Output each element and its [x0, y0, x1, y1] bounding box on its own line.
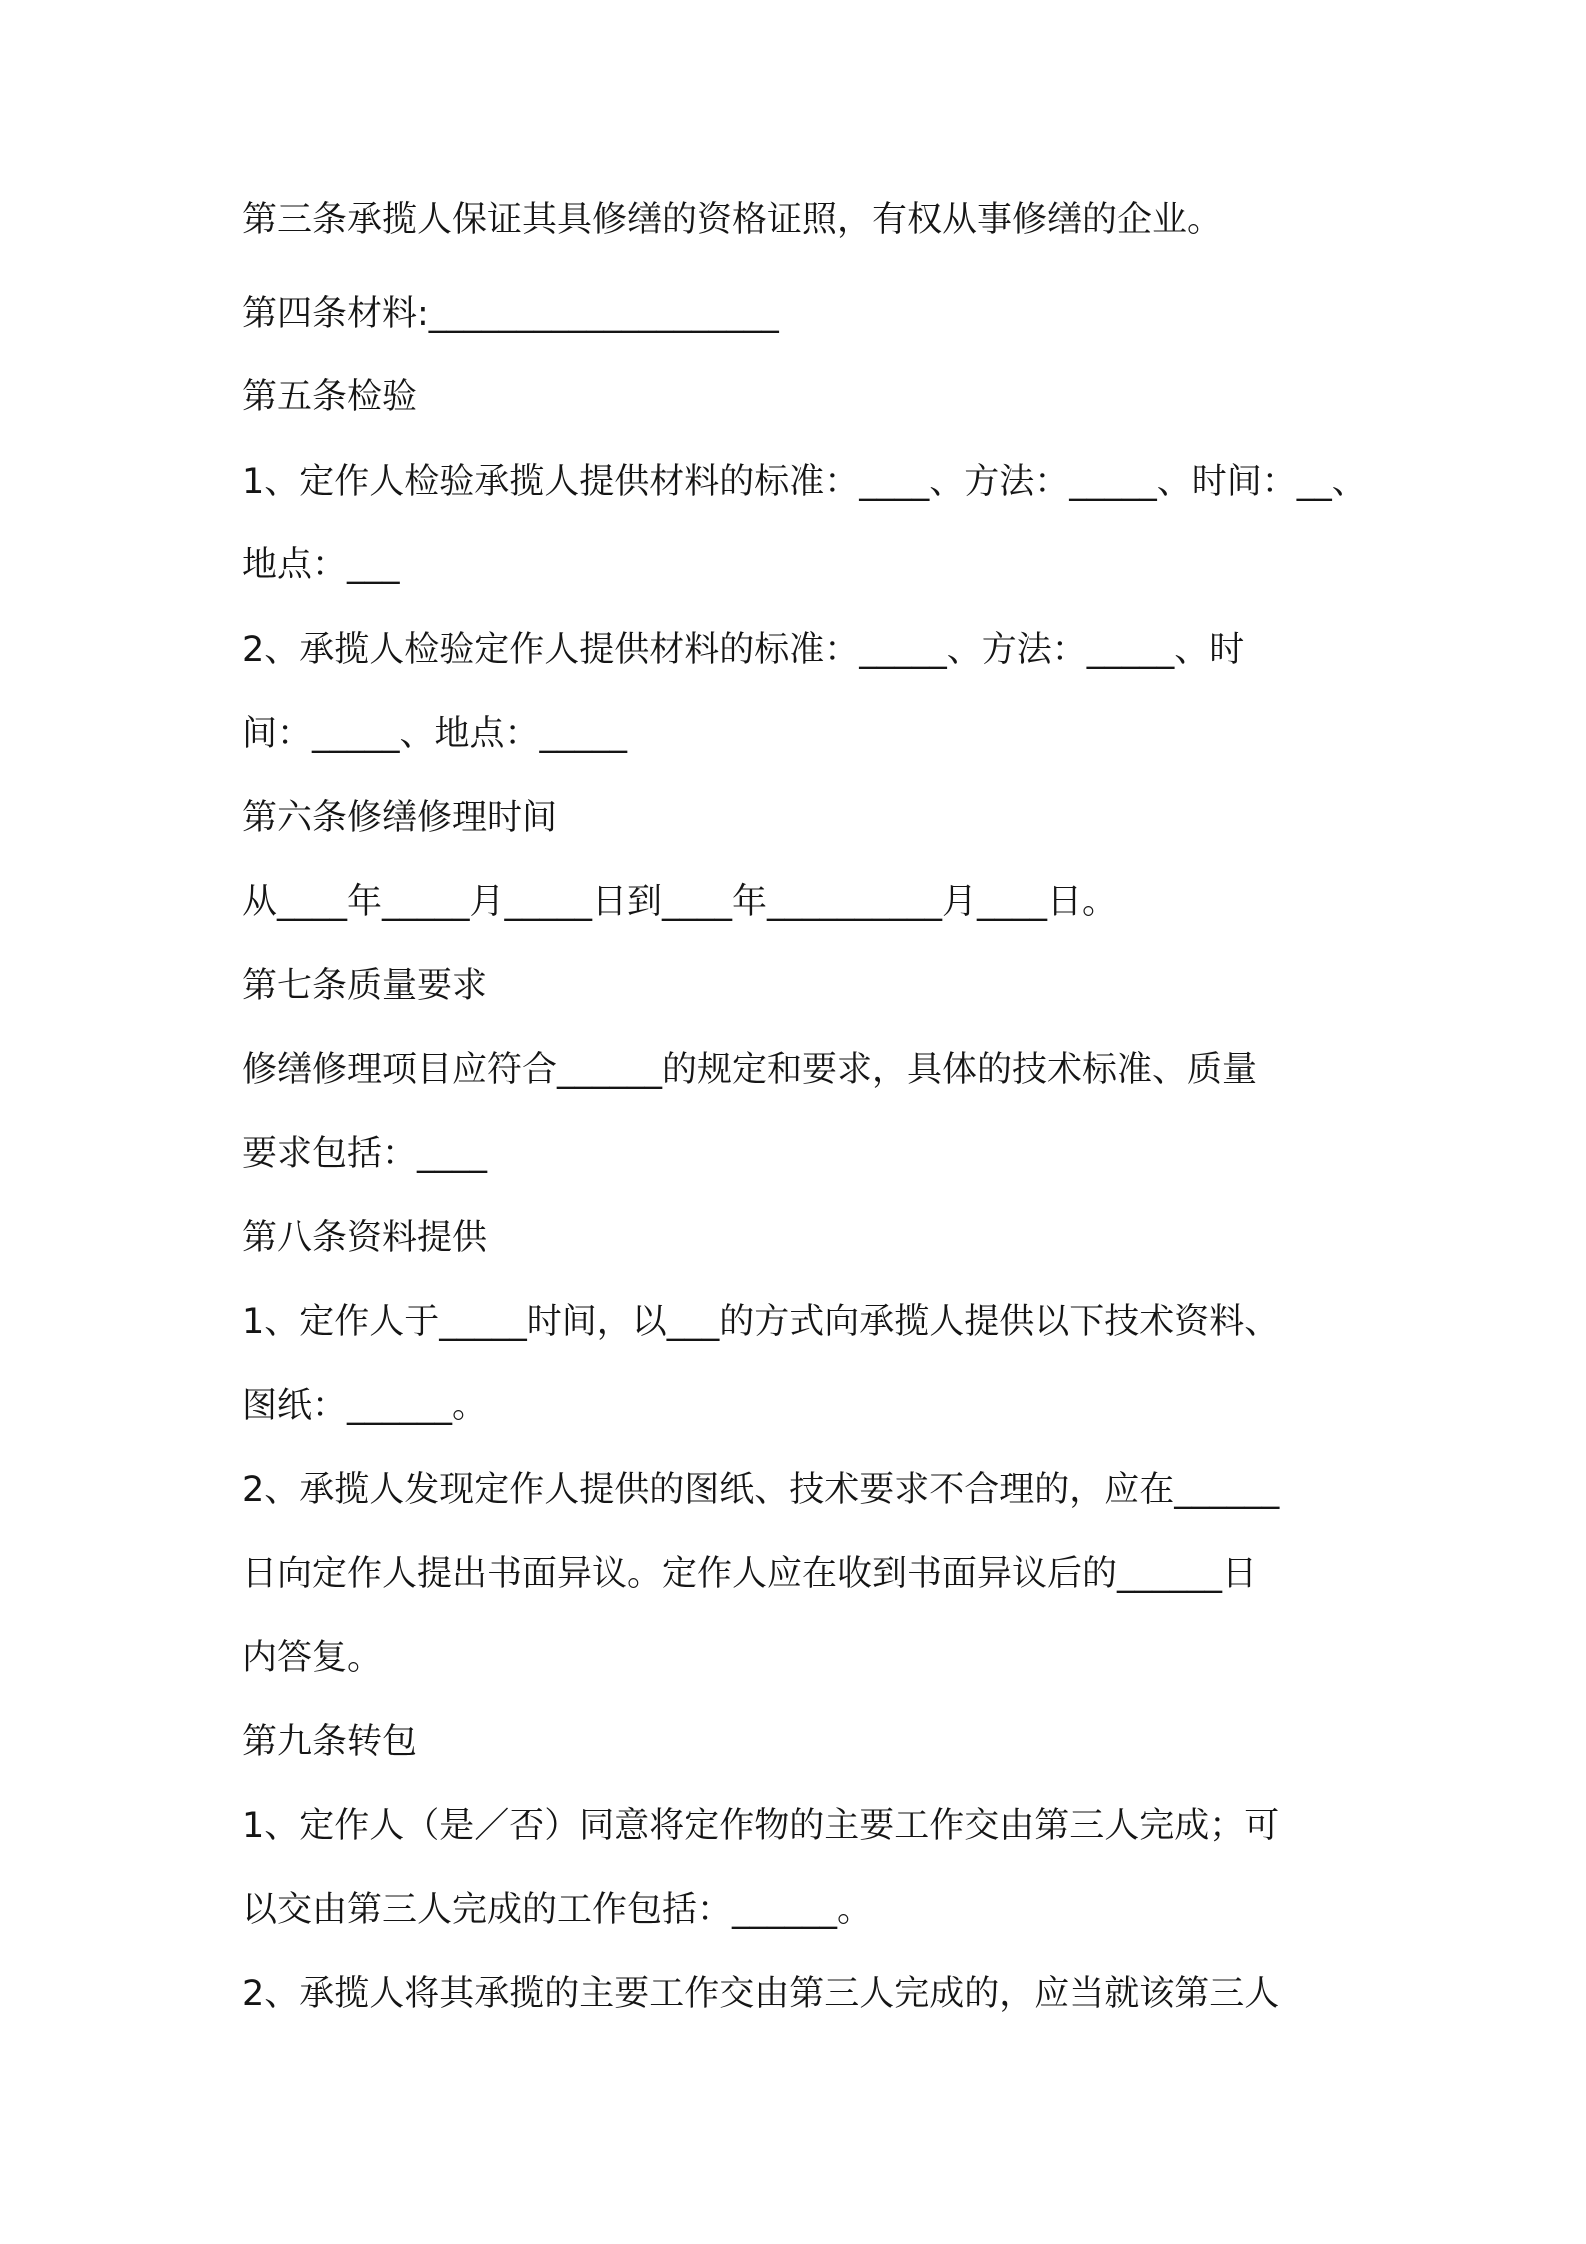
clause-8-item-2-line-2: 日向定作人提出书面异议。定作人应在收到书面异议后的______日 — [242, 1554, 1258, 1594]
clause-6-date-range: 从____年_____月_____日到____年__________月____日。 — [242, 882, 1118, 922]
clause-8-item-1-line-1: 1、定作人于_____时间，以___的方式向承揽人提供以下技术资料、 — [242, 1302, 1280, 1342]
clause-3-text: 第三条承揽人保证其具修缮的资格证照，有权从事修缮的企业。 — [242, 200, 1223, 240]
clause-9-heading: 第九条转包 — [242, 1722, 418, 1762]
clause-9-item-1-line-2: 以交由第三人完成的工作包括：______。 — [242, 1890, 873, 1930]
clause-8-item-2-line-1: 2、承揽人发现定作人提供的图纸、技术要求不合理的，应在______ — [242, 1470, 1280, 1510]
clause-5-item-2-line-2: 间：_____、地点：_____ — [242, 714, 628, 754]
clause-5-item-1-line-1: 1、定作人检验承揽人提供材料的标准：____、方法：_____、时间：__、 — [242, 462, 1367, 502]
clause-8-item-1-line-2: 图纸：______。 — [242, 1386, 488, 1426]
clause-5-item-2-line-1: 2、承揽人检验定作人提供材料的标准：_____、方法：_____、时 — [242, 630, 1245, 670]
clause-9-item-1-line-1: 1、定作人（是／否）同意将定作物的主要工作交由第三人完成；可 — [242, 1806, 1280, 1846]
clause-8-item-2-line-3: 内答复。 — [242, 1638, 383, 1678]
clause-7-text-line-1: 修缮修理项目应符合______的规定和要求，具体的技术标准、质量 — [242, 1050, 1258, 1090]
clause-5-item-1-line-2: 地点：___ — [242, 545, 400, 585]
clause-7-text-line-2: 要求包括：____ — [242, 1134, 488, 1174]
clause-6-heading: 第六条修缮修理时间 — [242, 798, 558, 838]
clause-4-heading: 第四条材料:____________________ — [242, 294, 779, 334]
clause-8-heading: 第八条资料提供 — [242, 1218, 488, 1258]
clause-9-item-2-line-1: 2、承揽人将其承揽的主要工作交由第三人完成的，应当就该第三人 — [242, 1974, 1280, 2014]
clause-7-heading: 第七条质量要求 — [242, 966, 488, 1006]
clause-5-heading: 第五条检验 — [242, 377, 418, 417]
